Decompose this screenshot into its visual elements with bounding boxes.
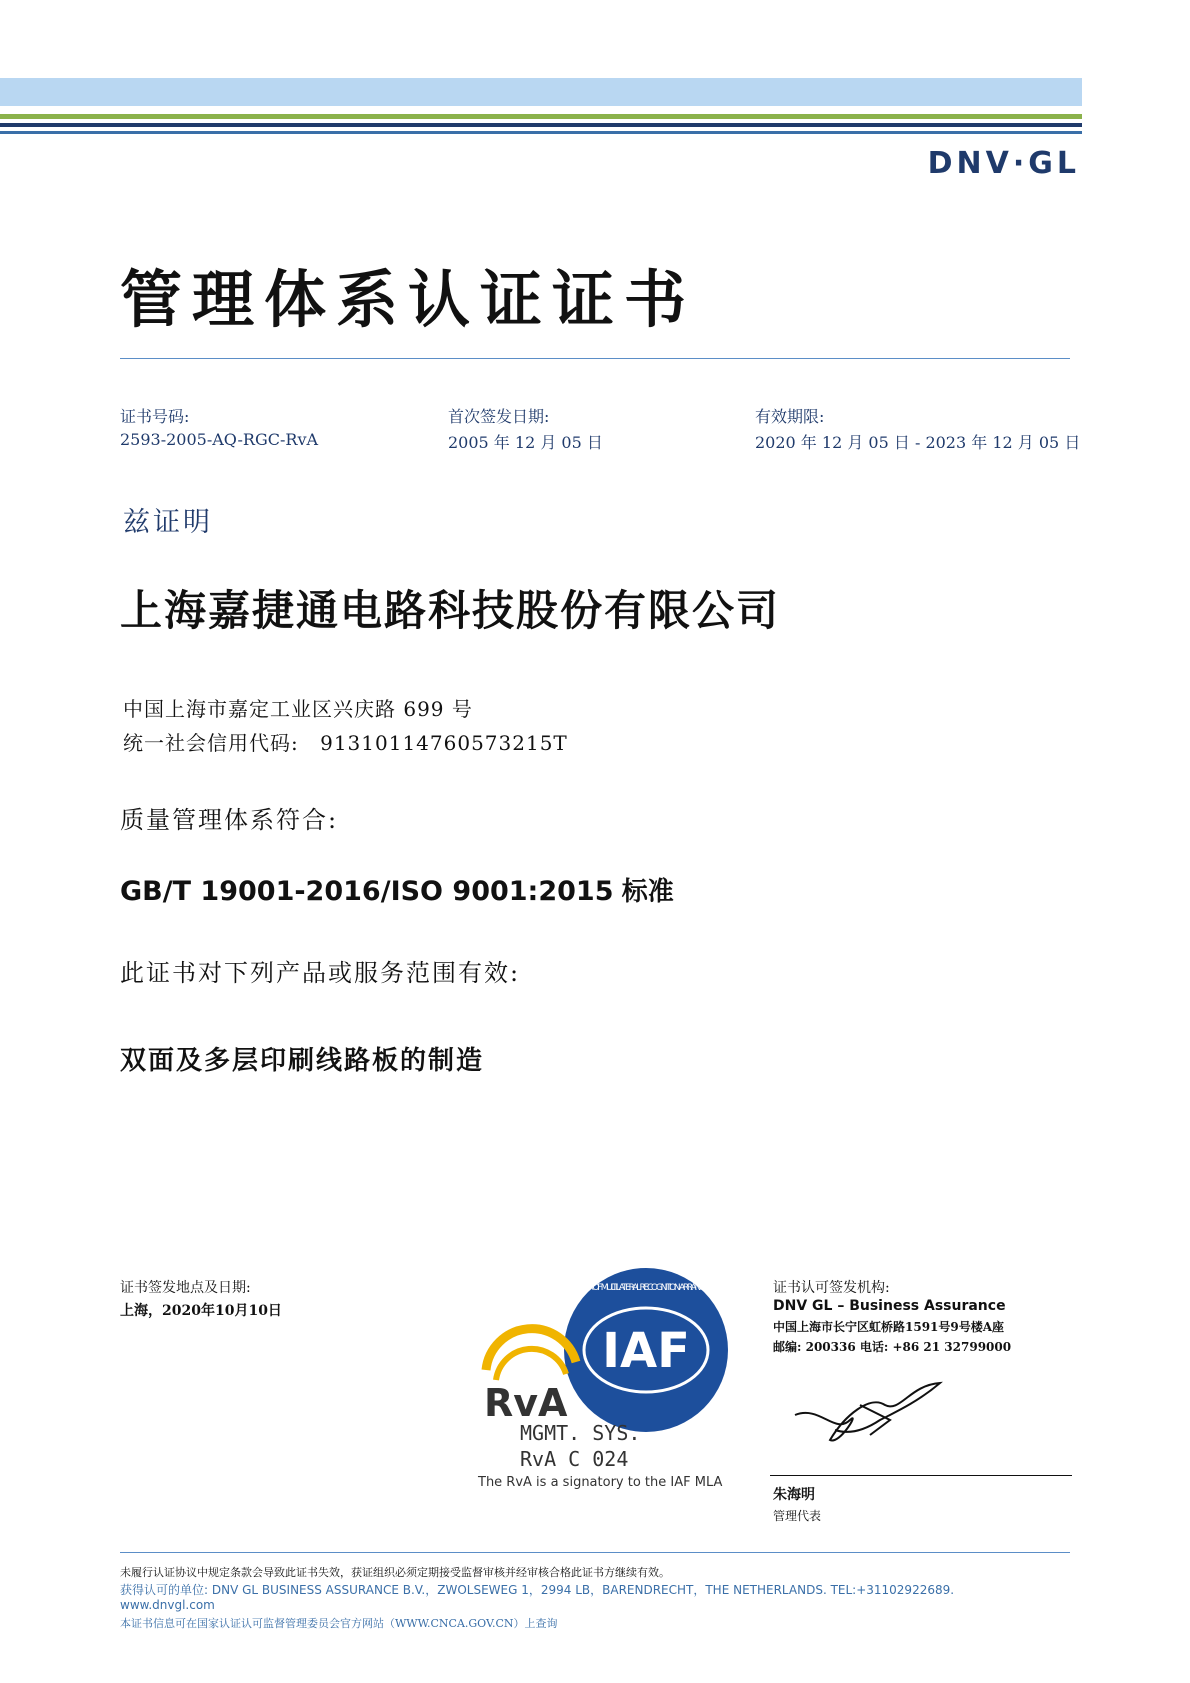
footer-divider bbox=[120, 1552, 1070, 1553]
validity-period: 2020 年 12 月 05 日 - 2023 年 12 月 05 日 bbox=[755, 433, 1081, 452]
title-divider bbox=[120, 358, 1070, 359]
credit-code-label: 统一社会信用代码: bbox=[123, 731, 299, 755]
header-band-light bbox=[0, 78, 1082, 106]
first-issue-label: 首次签发日期: bbox=[448, 407, 550, 426]
signer-title: 管理代表 bbox=[773, 1509, 822, 1523]
dnvgl-logo: DNV·GL bbox=[927, 146, 1080, 181]
footer-cnca-note: 本证书信息可在国家认证认可监督管理委员会官方网站（WWW.CNCA.GOV.CN）上查询 bbox=[120, 1617, 558, 1630]
signature bbox=[790, 1375, 950, 1455]
cert-number: 2593-2005-AQ-RGC-RvA bbox=[120, 430, 319, 449]
issuer-label: 证书认可签发机构: bbox=[773, 1280, 890, 1296]
header-band-blue bbox=[0, 131, 1082, 134]
mgmt-sys-text: MGMT. SYS. bbox=[520, 1421, 641, 1445]
handwritten-signature-icon bbox=[790, 1375, 950, 1455]
validity-label: 有效期限: bbox=[755, 407, 825, 426]
rva-mark: RvA bbox=[484, 1381, 568, 1425]
rva-code: RvA C 024 bbox=[520, 1447, 629, 1471]
company-name: 上海嘉捷通电路科技股份有限公司 bbox=[120, 586, 781, 635]
header-band-green bbox=[0, 114, 1082, 119]
scope-intro: 此证书对下列产品或服务范围有效: bbox=[120, 959, 521, 987]
issue-label: 证书签发地点及日期: bbox=[120, 1280, 251, 1296]
footer-validity-note: 未履行认证协议中规定条款会导致此证书失效，获证组织必须定期接受监督审核并经审核合格此证书方继续有效。 bbox=[120, 1566, 670, 1579]
credit-code: 91310114760573215T bbox=[320, 731, 568, 755]
footer-accredited-unit: 获得认可的单位: DNV GL BUSINESS ASSURANCE B.V.，ZWOLSEWEG 1，2994 LB，BARENDRECHT，THE NETHERLANDS. TEL:+31102922689. bbox=[120, 1583, 955, 1597]
issue-place-date: 上海，2020年10月10日 bbox=[120, 1303, 282, 1319]
company-address: 中国上海市嘉定工业区兴庆路 699 号 bbox=[123, 697, 473, 721]
certify-heading: 兹证明 bbox=[123, 507, 213, 538]
issuer-address: 中国上海市长宁区虹桥路1591号9号楼A座 bbox=[773, 1320, 1005, 1334]
iaf-text: IAF bbox=[602, 1323, 690, 1379]
iaf-rva-logo bbox=[478, 1283, 738, 1500]
credit-code-row bbox=[123, 727, 568, 756]
footer-website-link[interactable]: www.dnvgl.com bbox=[120, 1598, 215, 1612]
scope-text: 双面及多层印刷线路板的制造 bbox=[120, 1046, 485, 1076]
issuer-name: DNV GL – Business Assurance bbox=[773, 1298, 1006, 1314]
standard-code: GB/T 19001-2016/ISO 9001:2015 bbox=[120, 876, 614, 907]
signature-line bbox=[770, 1475, 1072, 1476]
header-band-navy bbox=[0, 123, 1082, 127]
certificate-title: 管理体系认证证书 bbox=[120, 263, 697, 336]
rva-signatory-text: The RvA is a signatory to the IAF MLA bbox=[478, 1475, 723, 1490]
standard-suffix: 标准 bbox=[621, 877, 674, 907]
cert-number-label: 证书号码: bbox=[120, 407, 190, 426]
iaf-ring-text: MEMBER OF MULTILATERAL RECOGNITION ARRANGEMENT bbox=[566, 1283, 726, 1293]
accreditation-marks bbox=[478, 1283, 738, 1500]
issuer-contact: 邮编: 200336 电话: +86 21 32799000 bbox=[773, 1340, 1012, 1354]
conformity-text: 质量管理体系符合: bbox=[120, 806, 339, 834]
standard-line bbox=[120, 871, 674, 908]
signer-name: 朱海明 bbox=[773, 1487, 815, 1503]
first-issue-date: 2005 年 12 月 05 日 bbox=[448, 433, 603, 452]
